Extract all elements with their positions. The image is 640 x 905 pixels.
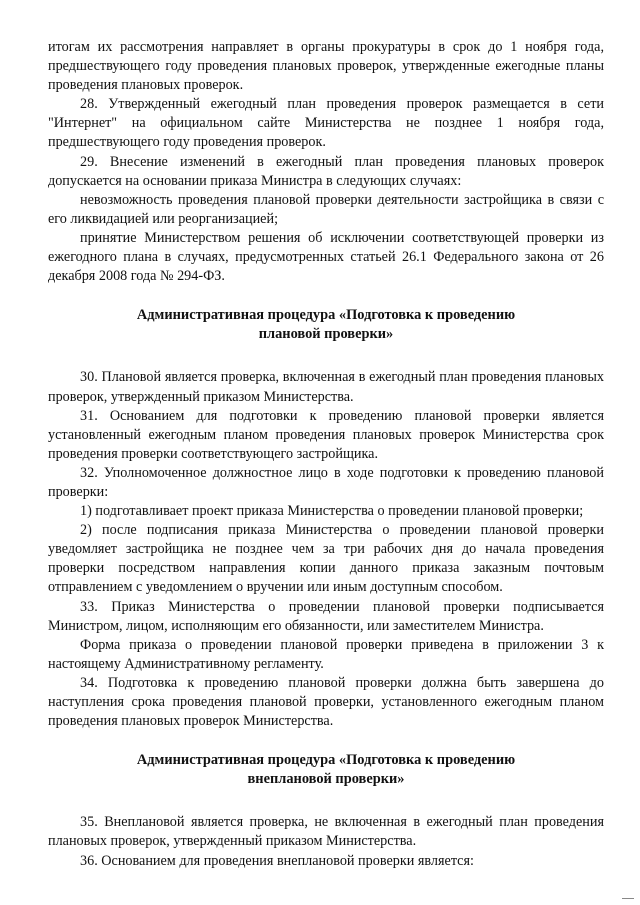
paragraph-continued: итогам их рассмотрения направляет в органы прокуратуры в срок до 1 ноября года, предшествующего году проведения плановых проверок, утвержденные ежегодные планы проведения плановых проверок. xyxy=(48,39,604,94)
section-heading-line-1: Административная процедура «Подготовка к проведению xyxy=(136,307,516,324)
scan-edge-mark xyxy=(622,898,634,899)
spacer xyxy=(48,286,604,306)
spacer xyxy=(48,731,604,751)
paragraph-28: 28. Утвержденный ежегодный план проведения проверок размещается в сети "Интернет" на официальном сайте Министерства не позднее 1 ноября года, предшествующего году проведения проверок. xyxy=(48,96,604,151)
paragraph-34: 34. Подготовка к проведению плановой проверки должна быть завершена до наступления срока проведения плановой проверки, установленного ежегодным планом проведения плановых проверок Министерства. xyxy=(48,674,604,730)
paragraph-33-form-note: Форма приказа о проведении плановой проверки приведена в приложении 3 к настоящему Административному регламенту. xyxy=(48,636,604,672)
paragraph-33: 33. Приказ Министерства о проведении плановой проверки подписывается Министром, лицом, исполняющим его обязанности, или заместителем Министра. xyxy=(48,598,604,634)
paragraph-36: 36. Основанием для проведения внеплановой проверки является: xyxy=(80,852,474,869)
section-heading-line-2: внеплановой проверки» xyxy=(247,771,405,788)
paragraph-30: 30. Плановой является проверка, включенная в ежегодный план проведения плановых проверок, утвержденный приказом Министерства. xyxy=(48,369,604,405)
section-heading-line-1: Административная процедура «Подготовка к проведению xyxy=(136,752,516,769)
section-heading-planned xyxy=(48,306,604,344)
paragraph-29: 29. Внесение изменений в ежегодный план проведения плановых проверок допускается на основании приказа Министра в следующих случаях: xyxy=(48,153,604,189)
section-heading-line-2: плановой проверки» xyxy=(258,326,394,343)
paragraph-32: 32. Уполномоченное должностное лицо в ходе подготовки к проведению плановой проверки: xyxy=(48,464,604,500)
paragraph-35: 35. Внеплановой является проверка, не включенная в ежегодный план проведения плановых проверок, утвержденный приказом Министерства. xyxy=(48,814,604,850)
paragraph-32-item-1: 1) подготавливает проект приказа Министерства о проведении плановой проверки; xyxy=(80,503,584,520)
paragraph-29-case-1: невозможность проведения плановой проверки деятельности застройщика в связи с его ликвидацией или реорганизацией; xyxy=(48,191,604,227)
paragraph-29-case-2: принятие Министерством решения об исключении соответствующей проверки из ежегодного плана в случаях, предусмотренных статьей 26.1 Федерального закона от 26 декабря 2008 года № 294-ФЗ. xyxy=(48,229,604,285)
spacer xyxy=(48,789,604,813)
document-page xyxy=(48,38,604,871)
section-heading-unplanned xyxy=(48,751,604,789)
spacer xyxy=(48,344,604,368)
paragraph-32-item-2: 2) после подписания приказа Министерства о проведении плановой проверки уведомляет застройщика не позднее чем за три рабочих дня до начала проведения проверки посредством направления копии данного приказа заказным почтовым отправлением с уведомлением о вручении или иным доступным способом. xyxy=(48,522,604,596)
paragraph-31: 31. Основанием для подготовки к проведению плановой проверки является установленный ежегодным планом проведения плановых проверок Министерства срок проведения проверки соответствующего застройщика. xyxy=(48,407,604,462)
